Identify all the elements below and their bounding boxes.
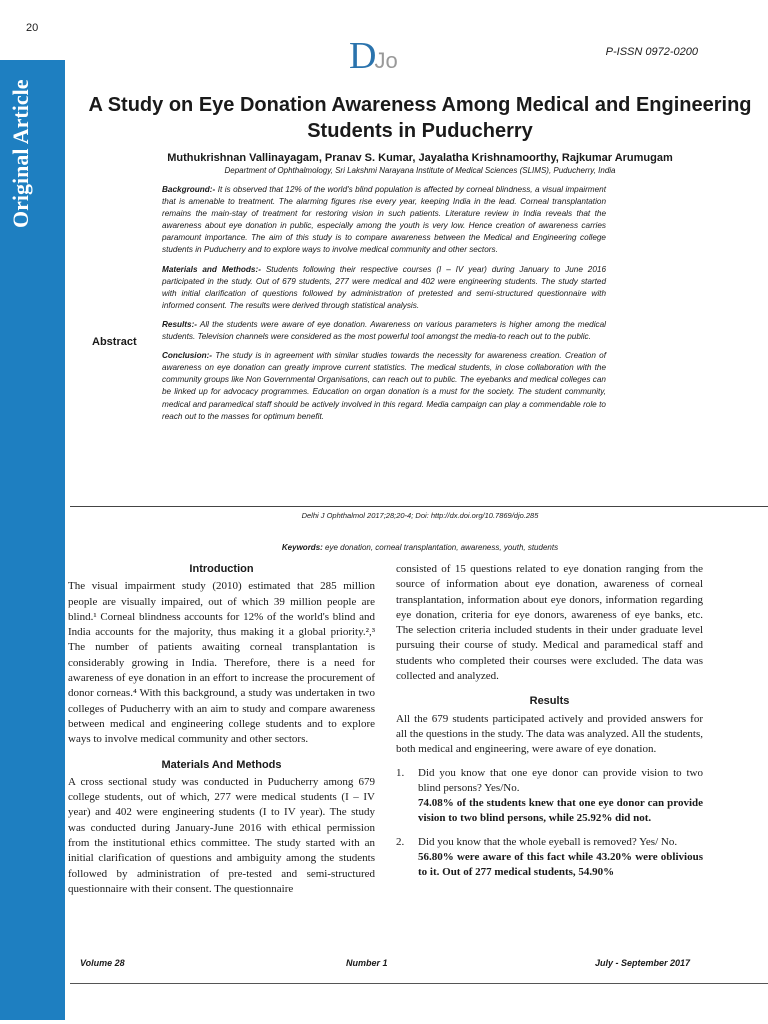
list-item: [396, 766, 703, 827]
question-number: 1.: [396, 766, 405, 779]
body-column-right: [396, 562, 703, 889]
logo-sub: Jo: [374, 48, 398, 73]
abstract-label: Abstract: [92, 336, 137, 348]
article-type-label: Original Article: [8, 79, 33, 228]
article-title: A Study on Eye Donation Awareness Among Medical and Engineering Students in Puducherry: [88, 94, 752, 142]
question-list: [396, 766, 703, 881]
abstract-methods-head: Materials and Methods:-: [162, 264, 261, 274]
question-answer: 56.80% were aware of this fact while 43.20% were oblivious to it. Out of 277 medical students, 54.90%: [418, 851, 703, 879]
abstract-background-head: Background:-: [162, 185, 216, 194]
body-column-left: [68, 562, 375, 897]
methods-text: A cross sectional study was conducted in Puducherry among 679 college students, out of which, 277 were medical students (I – IV year) and 402 were engineering students (I to IV year). The study was conducted during January-June 2016 with ethical permission from the institutional ethics committee. The study started with an initial clarification of questions and ambiguity among the students followed by administration of pre-tested and semi-structured questionnaire with their consent. The questionnaire: [68, 775, 375, 895]
introduction-text: The visual impairment study (2010) estimated that 285 million people are visually impaired, out of which 39 million people are blind.¹ Corneal blindness accounts for 12% of the world's blind and India accounts for the majority, thus making it a global priority.²,³ The number of patients awaiting corneal transplantation is considerably growing in India. Therefore, there is a need for awareness of eye donation in an effort to increase the procurement of donor corneas.⁴ With this background, a study was undertaken in two colleges of Puducherry with an aim to study and compare awareness between medical and engineering college students and to explore ways to involve medical community and other sectors.: [68, 580, 375, 746]
results-text: All the 679 students participated actively and provided answers for all the questions in the study. The data was analyzed. All the students, both medical and engineering, were aware of eye donation.: [396, 712, 703, 756]
footer-number: Number 1: [346, 958, 388, 968]
authors: Muthukrishnan Vallinayagam, Pranav S. Kumar, Jayalatha Krishnamoorthy, Rajkumar Arumugam: [167, 152, 673, 164]
citation: Delhi J Ophthalmol 2017;28;20-4; Doi: http://dx.doi.org/10.7869/djo.285: [301, 511, 539, 520]
list-item: [396, 835, 703, 881]
keywords-head: Keywords:: [281, 543, 323, 552]
affiliation: Department of Ophthalmology, Sri Lakshmi Narayana Institute of Medical Sciences (SLIMS), Puducherry, India: [224, 166, 616, 175]
issn: P-ISSN 0972-0200: [605, 46, 698, 58]
abstract-background: Background:- It is observed that 12% of the world's blind population is affected by corneal blindness, a visual impairment that is amenable to treatment. The alarming figures rise every year, keeping India in the lead. Corneal transplantation remains the main-stay of treatment for restoring vision in such patients. Literature review in India reveals that the awareness about eye donation in public, especially among the youth is very low. Hence creation of awareness carries paramount importance. The aim of this study is to compare awareness between the Medical and Engineering college students in Puducherry and to explore ways to involve medical community and other sectors.: [162, 185, 606, 255]
footer-date: July - September 2017: [594, 958, 690, 968]
footer-divider: [70, 983, 768, 984]
question-number: 2.: [396, 835, 405, 848]
abstract-conclusion-head: Conclusion:-: [162, 351, 213, 361]
abstract-results: Results:- All the students were aware of eye donation. Awareness on various parameters is higher among the medical students. Television channels were considered as the most powerful tool amongst the media-to reach out to the public.: [162, 319, 606, 342]
section-heading-methods: Materials And Methods: [161, 758, 282, 771]
journal-logo: [349, 36, 398, 81]
divider: [70, 506, 768, 507]
abstract: [162, 184, 606, 430]
question-text: Did you know that the whole eyeball is removed? Yes/ No.: [418, 835, 678, 848]
abstract-results-head: Results:-: [162, 319, 198, 329]
abstract-methods: Materials and Methods:- Students following their respective courses (I – IV year) during January to June 2016 participated in the study. Out of 679 students, 277 were medical and 402 were engineering students. The study started with initial clarification of questions followed by administration of pretested and semi-structured questionnaire with informed consent. The results were derived through statistical analysis.: [162, 264, 607, 310]
methods-text-continued: consisted of 15 questions related to eye donation ranging from the source of information about eye donation, awareness of corneal transplantation, information about eye donors, information regarding eye donation, criteria for eye donors, awareness of eye banks, etc. The selection criteria included students in their under graduate level pursuing their course of study. Medical and paramedical staff and students who completed their courses were excluded. The data was collected and analyzed.: [396, 563, 703, 683]
keywords: Keywords: eye donation, corneal transplantation, awareness, youth, students: [281, 543, 559, 552]
page-number: 20: [26, 22, 39, 34]
section-heading-introduction: Introduction: [189, 563, 254, 575]
logo-main: D: [349, 35, 377, 77]
question-answer: 74.08% of the students knew that one eye donor can provide vision to two blind persons, while 25.92% did not.: [418, 797, 703, 825]
question-text: Did you know that one eye donor can provide vision to two blind persons? Yes/No.: [418, 766, 703, 794]
abstract-conclusion: Conclusion:- The study is in agreement with similar studies towards the necessity for awareness creation. Creation of awareness on eye donation can greatly improve current statistics. The medical students, in close collaboration with the community groups like Non Governmental Organisations, can reach out to public. The eyebanks and medical colleges can be linked up for advocacy programmes. Education on organ donation is a must for the society. The student community, medical and paramedical staff should be actively involved in this regard. Media campaign can play a commendable role to reach out to the masses for optimum benefit.: [162, 351, 606, 421]
footer-volume: Volume 28: [80, 958, 125, 968]
section-heading-results: Results: [529, 695, 570, 708]
